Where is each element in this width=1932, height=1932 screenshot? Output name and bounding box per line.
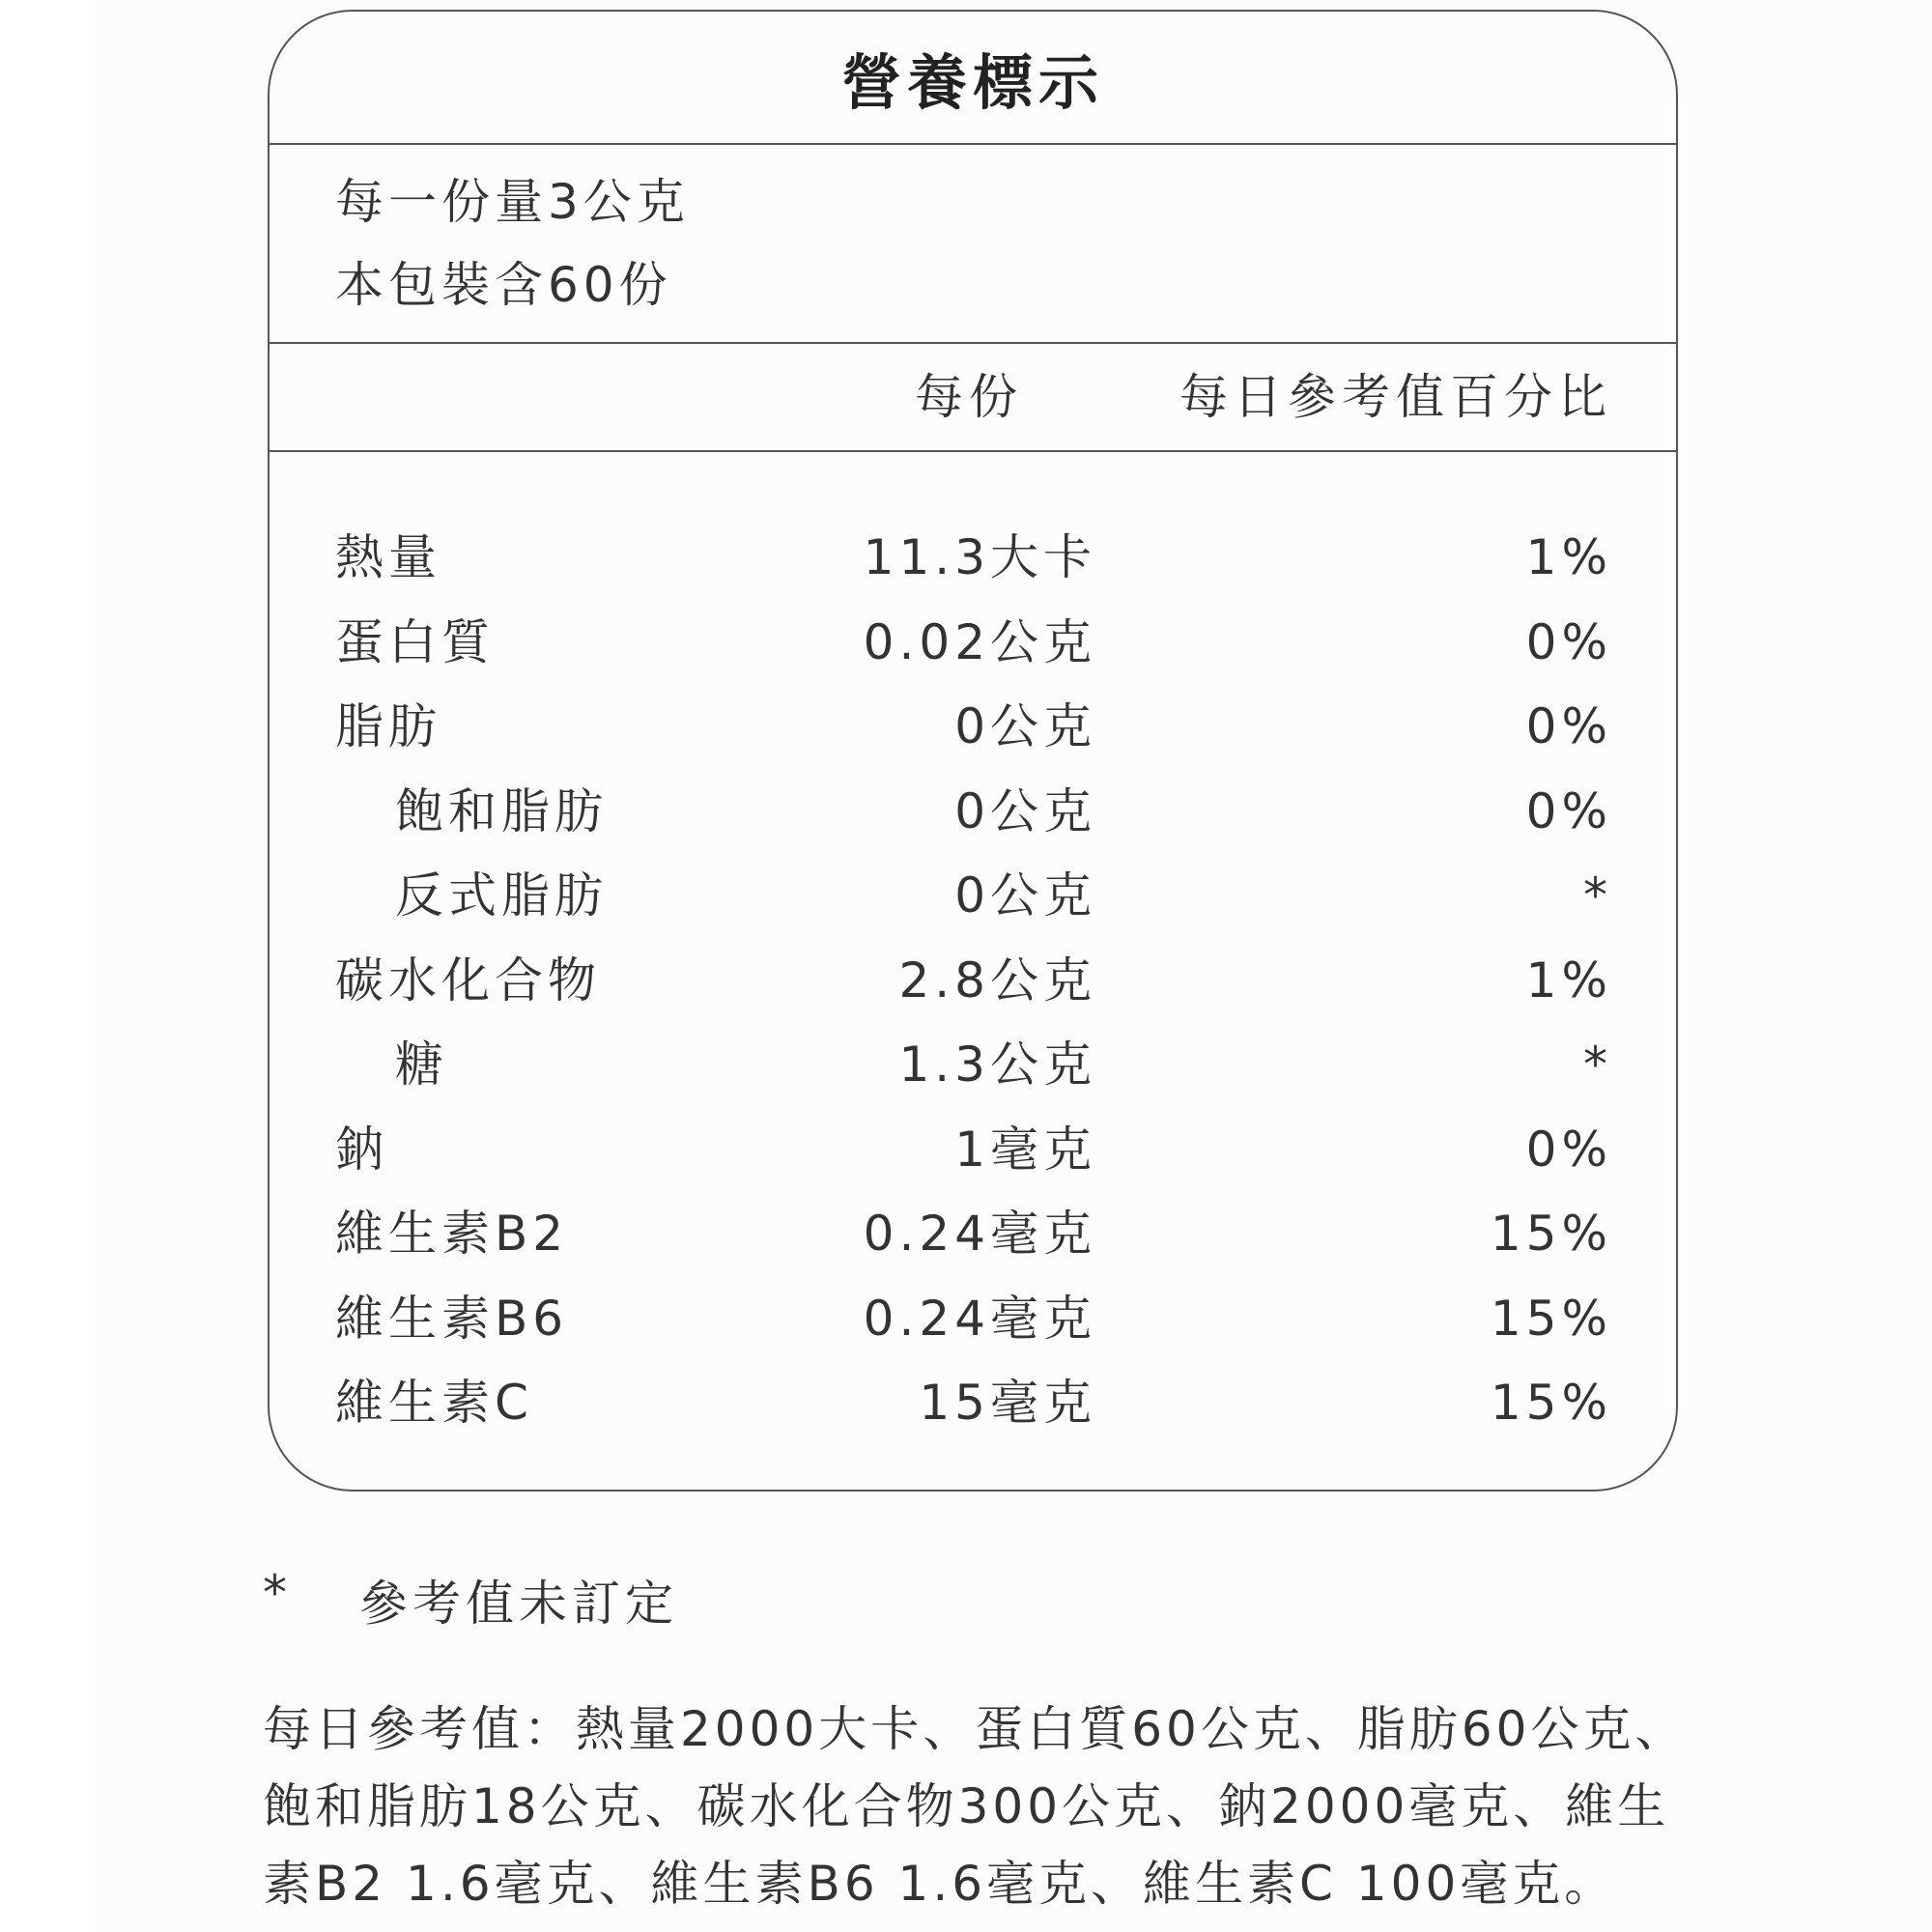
column-header-row [270,344,1676,452]
nutrient-row [270,1192,1676,1277]
serving-size: 每一份量3公克 [335,174,690,230]
nutrient-amount: 0公克 [954,867,1096,923]
nutrient-amount: 1毫克 [954,1121,1096,1178]
nutrient-daily-value: * [1583,867,1612,923]
nutrient-row [270,1023,1676,1108]
daily-value-header: 每日參考值百分比 [1179,369,1612,425]
nutrient-daily-value: 15% [1490,1206,1612,1262]
nutrient-daily-value: 15% [1490,1290,1612,1347]
nutrient-row [270,1277,1676,1362]
nutrient-amount: 0.24毫克 [863,1290,1096,1347]
serving-info [270,145,1676,344]
servings-per-package: 本包裝含60份 [335,257,672,313]
nutrient-name: 維生素B6 [335,1290,569,1347]
label-title: 營養標示 [840,46,1104,118]
nutrient-row [270,854,1676,939]
nutrient-amount: 15毫克 [919,1375,1096,1431]
nutrient-daily-value: 15% [1490,1375,1612,1431]
footnote-text: 參考值未訂定 [359,1576,678,1632]
nutrient-daily-value: * [1583,1037,1612,1093]
nutrient-amount: 11.3大卡 [863,529,1096,585]
nutrient-name: 糖 [395,1037,448,1093]
nutrient-name: 維生素C [335,1375,533,1431]
footnote [263,1565,678,1634]
nutrient-row [270,685,1676,770]
nutrient-row [270,516,1676,601]
nutrient-daily-value: 1% [1525,952,1612,1009]
title-row [270,12,1676,145]
nutrient-name: 蛋白質 [335,613,495,670]
nutrient-name: 飽和脂肪 [395,782,608,839]
nutrient-name: 碳水化合物 [335,952,601,1009]
nutrient-amount: 0公克 [954,782,1096,839]
daily-reference-text: 每日參考值：熱量2000大卡、蛋白質60公克、脂肪60公克、飽和脂肪18公克、碳水化合物300公克、鈉2000毫克、維生素B2 1.6毫克、維生素B6 1.6毫克、維生素C 100毫克。 [263,1701,1688,1912]
nutrient-row [270,1361,1676,1446]
nutrient-amount: 0.24毫克 [863,1206,1096,1262]
nutrient-list [270,452,1676,1446]
nutrient-daily-value: 1% [1525,529,1612,585]
nutrient-row [270,939,1676,1024]
nutrient-row [270,1108,1676,1193]
nutrient-daily-value: 0% [1525,1121,1612,1178]
nutrient-amount: 1.3公克 [898,1037,1096,1093]
nutrition-label [268,10,1678,1492]
per-serving-header: 每份 [915,369,1023,425]
nutrient-name: 反式脂肪 [395,867,608,923]
nutrient-daily-value: 0% [1525,698,1612,754]
nutrient-name: 脂肪 [335,698,441,754]
nutrient-daily-value: 0% [1525,613,1612,670]
nutrient-name: 熱量 [335,529,441,585]
nutrient-row [270,770,1676,855]
nutrient-amount: 0.02公克 [863,613,1096,670]
nutrient-name: 維生素B2 [335,1206,569,1262]
nutrient-name: 鈉 [335,1121,388,1178]
nutrient-amount: 0公克 [954,698,1096,754]
nutrient-amount: 2.8公克 [898,952,1096,1009]
nutrient-row [270,601,1676,686]
asterisk-symbol: * [263,1565,292,1621]
nutrient-daily-value: 0% [1525,782,1612,839]
